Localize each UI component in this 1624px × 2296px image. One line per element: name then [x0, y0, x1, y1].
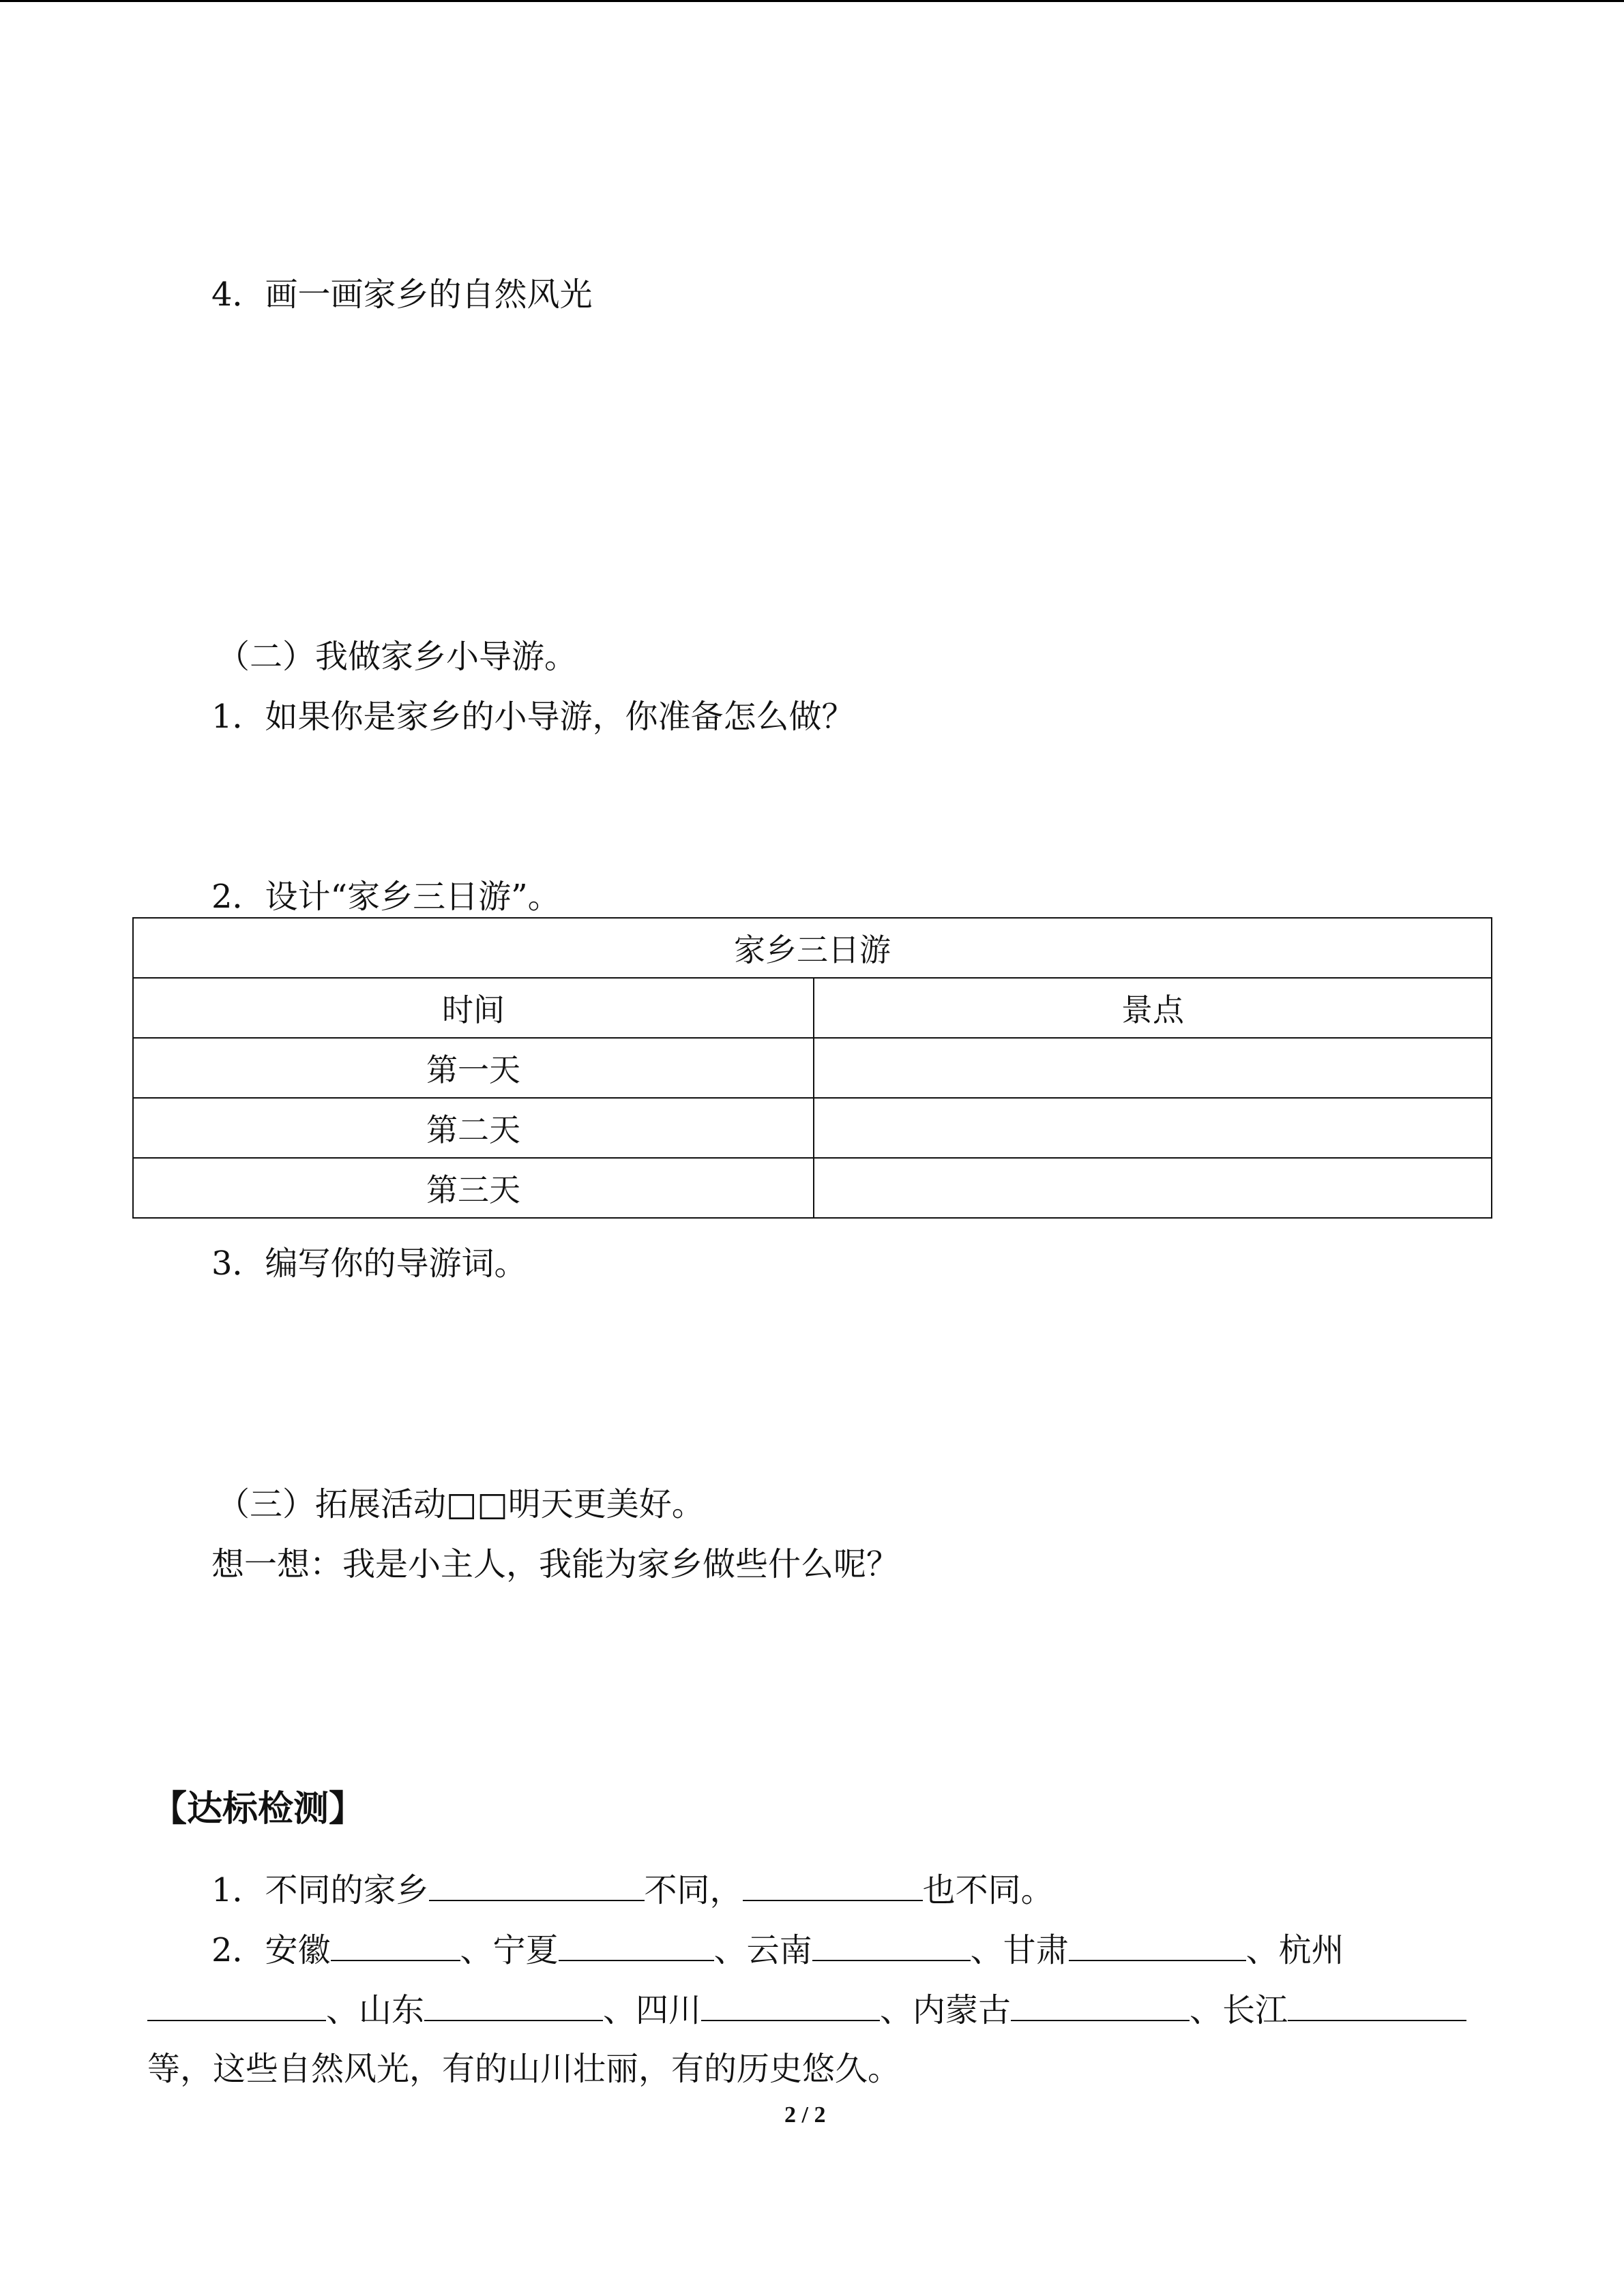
item-guide-question: 1．如果你是家乡的小导游，你准备怎么做？ — [211, 698, 855, 736]
q2-text-changjiang: 、长江 — [1190, 1991, 1288, 2029]
q2-text-hangzhou: 、杭州 — [1245, 1931, 1344, 1969]
q2-blank-changjiang[interactable] — [1288, 1988, 1466, 2021]
test-question-1 — [211, 1868, 1054, 1911]
q2-text-sichuan: 、四川 — [603, 1991, 702, 2029]
q2-blank-ningxia[interactable] — [559, 1928, 714, 1961]
q1-text-mid: 不同， — [644, 1871, 743, 1909]
q2-blank-yunnan[interactable] — [812, 1928, 971, 1961]
q2-text-ningxia: 、宁夏 — [460, 1931, 559, 1969]
q1-text-end: 也不同。 — [922, 1871, 1054, 1909]
table-header-time: 时间 — [133, 978, 814, 1038]
table-cell-day: 第一天 — [133, 1038, 814, 1098]
table-cell-day: 第三天 — [133, 1158, 814, 1218]
item-draw-scenery: 4．画一画家乡的自然风光 — [211, 275, 593, 314]
test-question-2-line-1 — [211, 1928, 1344, 1971]
test-question-2-line-3: 等，这些自然风光，有的山川壮丽，有的历史悠久。 — [147, 2050, 901, 2088]
q2-blank-neimenggu[interactable] — [1011, 1988, 1190, 2021]
q2-text-yunnan: 、云南 — [713, 1931, 812, 1969]
q1-blank-2[interactable] — [743, 1868, 923, 1901]
table-cell-spot-blank[interactable] — [814, 1098, 1492, 1158]
test-question-2-line-2 — [147, 1988, 1466, 2031]
q2-blank-hangzhou[interactable] — [147, 1988, 326, 2021]
test-section-heading: 【达标检测】 — [151, 1789, 365, 1830]
page-number: 2 / 2 — [784, 2102, 826, 2128]
section-extension-title: （三）拓展活动□□明天更美好。 — [217, 1485, 705, 1523]
q2-text-shandong: 、山东 — [326, 1991, 425, 2029]
q2-text-gansu: 、甘肃 — [970, 1931, 1069, 1969]
table-caption: 家乡三日游 — [133, 918, 1492, 978]
q2-blank-anhui[interactable] — [331, 1928, 460, 1961]
table-cell-spot-blank[interactable] — [814, 1158, 1492, 1218]
table-row — [133, 1098, 1492, 1158]
q1-text-start: 1．不同的家乡 — [211, 1871, 429, 1909]
q2-text-anhui: 2．安徽 — [211, 1931, 331, 1969]
table-cell-day: 第二天 — [133, 1098, 814, 1158]
table-row — [133, 1038, 1492, 1098]
q2-blank-gansu[interactable] — [1069, 1928, 1246, 1961]
top-border-line — [0, 0, 1624, 2]
extension-question: 想一想：我是小主人，我能为家乡做些什么呢？ — [211, 1545, 900, 1583]
table-row — [133, 1158, 1492, 1218]
item-write-guide-speech: 3．编写你的导游词。 — [211, 1244, 527, 1283]
q2-blank-shandong[interactable] — [424, 1988, 603, 2021]
q2-blank-sichuan[interactable] — [701, 1988, 880, 2021]
section-tour-guide-title: （二）我做家乡小导游。 — [217, 638, 578, 676]
q2-text-neimenggu: 、内蒙古 — [880, 1991, 1012, 2029]
q1-blank-1[interactable] — [429, 1868, 645, 1901]
item-design-tour: 2．设计“家乡三日游”。 — [211, 878, 561, 916]
table-cell-spot-blank[interactable] — [814, 1038, 1492, 1098]
three-day-tour-table — [132, 917, 1492, 1219]
table-header-spot: 景点 — [814, 978, 1492, 1038]
